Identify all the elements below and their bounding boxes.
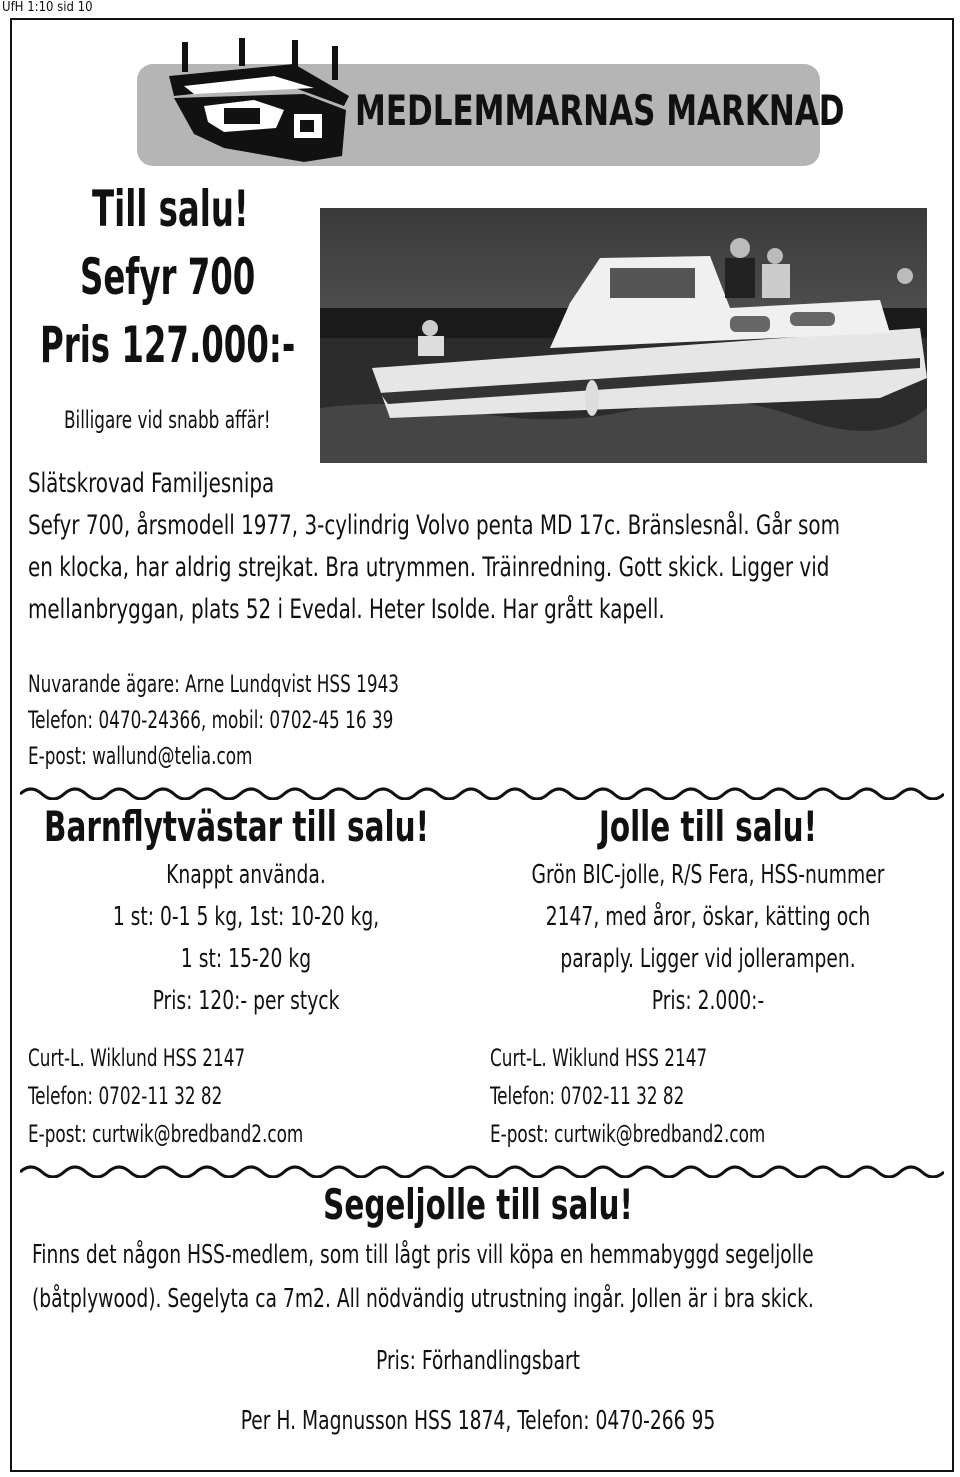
ad1-email: E-post: wallund@telia.com [28, 742, 253, 770]
ad3-contact-email: E-post: curtwik@bredband2.com [490, 1120, 766, 1148]
ad3-title: Jolle till salu! [598, 802, 818, 851]
boat-logo-icon [164, 36, 354, 166]
ad1-line-till-salu: Till salu! [92, 180, 249, 238]
ad2-contact-phone: Telefon: 0702-11 32 82 [28, 1082, 223, 1110]
ad1-line-price: Pris 127.000:- [40, 316, 296, 374]
ad1-phone: Telefon: 0470-24366, mobil: 0702-45 16 39 [28, 706, 394, 734]
ad2-price: Pris: 120:- per styck [152, 986, 340, 1016]
ad4-price: Pris: Förhandlingsbart [376, 1346, 580, 1376]
ad2-line-2: 1 st: 0-1 5 kg, 1st: 10-20 kg, [112, 902, 380, 932]
ad4-title: Segeljolle till salu! [323, 1180, 633, 1229]
ad2-contact-email: E-post: curtwik@bredband2.com [28, 1120, 304, 1148]
ad2-contact-name: Curt-L. Wiklund HSS 2147 [28, 1044, 246, 1072]
boat-photo [320, 208, 927, 463]
ad3-line-2: 2147, med åror, öskar, kätting och [545, 902, 871, 932]
ad1-desc-line-3: mellanbryggan, plats 52 i Evedal. Heter Isolde. Har grått kapell. [28, 594, 665, 625]
ad3-contact-phone: Telefon: 0702-11 32 82 [490, 1082, 685, 1110]
ad4-contact: Per H. Magnusson HSS 1874, Telefon: 0470-266 95 [240, 1406, 716, 1436]
ad1-subtitle: Billigare vid snabb affär! [64, 406, 271, 434]
ad3-contact-name: Curt-L. Wiklund HSS 2147 [490, 1044, 708, 1072]
ad3-line-3: paraply. Ligger vid jollerampen. [560, 944, 856, 974]
ad3-line-1: Grön BIC-jolle, R/S Fera, HSS-nummer [531, 860, 885, 890]
ad2-line-1: Knappt använda. [166, 860, 326, 890]
ad1-desc-line-1: Sefyr 700, årsmodell 1977, 3-cylindrig Volvo penta MD 17c. Bränslesnål. Går som [28, 510, 841, 541]
ad1-owner: Nuvarande ägare: Arne Lundqvist HSS 1943 [28, 670, 400, 698]
banner-title: MEDLEMMARNAS MARKNAD [355, 86, 845, 135]
ad1-heading: Slätskrovad Familjesnipa [28, 468, 275, 499]
ad4-line-1: Finns det någon HSS-medlem, som till lågt pris vill köpa en hemmabyggd segeljolle [32, 1240, 814, 1270]
page-header-label: UfH 1:10 sid 10 [2, 0, 93, 15]
ad1-desc-line-2: en klocka, har aldrig strejkat. Bra utrymmen. Träinredning. Gott skick. Ligger vid [28, 552, 830, 583]
wave-divider-2 [20, 1158, 944, 1178]
ad4-line-2: (båtplywood). Segelyta ca 7m2. All nödvändig utrustning ingår. Jollen är i bra skick. [32, 1284, 814, 1314]
ad2-line-3: 1 st: 15-20 kg [180, 944, 312, 974]
ad3-price: Pris: 2.000:- [651, 986, 765, 1016]
ad1-line-model: Sefyr 700 [80, 248, 256, 306]
wave-divider-1 [20, 780, 944, 800]
ad2-title: Barnflytvästar till salu! [44, 802, 430, 851]
